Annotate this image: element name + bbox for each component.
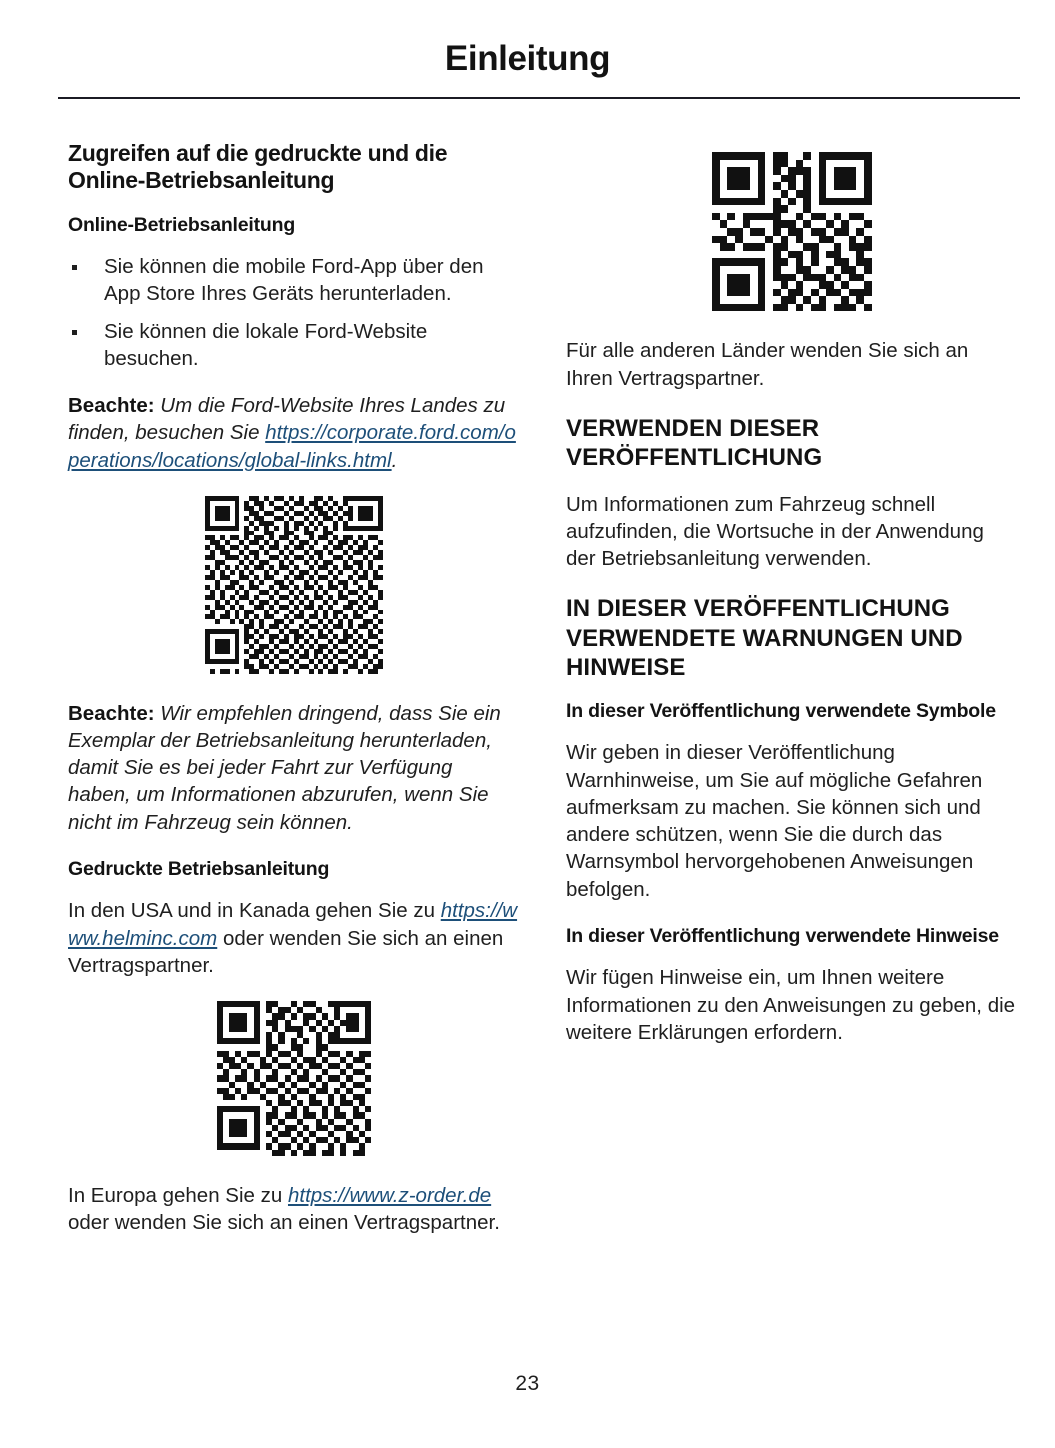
qr-code-z-order-wrapper — [566, 152, 1018, 311]
note-label: Beachte: — [68, 701, 155, 725]
paragraph-text: In den USA und in Kanada gehen Sie zu — [68, 899, 441, 923]
left-column — [68, 140, 520, 1258]
paragraph-text-end: oder wenden Sie sich an einen Vertragspartner. — [68, 926, 504, 977]
paragraph-text-end: oder wenden Sie sich an einen Vertragspartner. — [68, 1211, 500, 1235]
qr-code-global-links-wrapper — [68, 496, 520, 674]
page-number: 23 — [515, 1372, 540, 1395]
page-header — [0, 40, 1055, 79]
heading-access-manual: Zugreifen auf die gedruckte und die Online-Betriebsanleitung — [68, 140, 448, 193]
paragraph-europe — [68, 1182, 520, 1237]
note-download-recommendation — [68, 700, 520, 836]
note-find-local-website — [68, 392, 520, 474]
page-footer — [0, 1372, 1055, 1396]
link-ford-global-links[interactable]: https://corporate.ford.com/operations/locations/global-links.html — [68, 421, 516, 472]
heading-using-publication: VERWENDEN DIESER VERÖFFENTLICHUNG — [566, 414, 823, 472]
note-text: Um die Ford-Website Ihres Landes zu finden, besuchen Sie — [68, 394, 506, 445]
header-divider — [58, 97, 1020, 99]
qr-code-helminc-wrapper — [68, 1001, 520, 1156]
heading-warnings-and-notes: IN DIESER VERÖFFENTLICHUNG VERWENDETE WARNUNGEN UND HINWEISE — [566, 595, 963, 681]
subheading-symbols-used: In dieser Veröffentlichung verwendete Symbole — [566, 700, 996, 723]
paragraph-using-publication: Um Informationen zum Fahrzeug schnell aufzufinden, die Wortsuche in der Anwendung der Betriebsanleitung verwenden. — [566, 492, 984, 570]
page-title: Einleitung — [444, 39, 611, 78]
list-item: Sie können die lokale Ford-Website besuchen. — [68, 318, 520, 373]
subheading-online-manual: Online-Betriebsanleitung — [68, 213, 296, 236]
qr-code-ford-website-global-links — [205, 496, 383, 674]
paragraph-usa-canada — [68, 897, 520, 979]
qr-code-z-order — [712, 152, 872, 311]
paragraph-text: In Europa gehen Sie zu — [68, 1183, 288, 1207]
paragraph-other-countries: Für alle anderen Länder wenden Sie sich an Ihren Vertragspartner. — [566, 339, 969, 390]
online-manual-bullet-list — [68, 253, 520, 372]
subheading-printed-manual: Gedruckte Betriebsanleitung — [68, 857, 330, 880]
right-column — [566, 140, 1018, 1068]
note-text: Wir empfehlen dringend, dass Sie ein Exemplar der Betriebsanleitung herunterladen, damit Sie es bei jeder Fahrt zur Verfügung haben, um Informationen abzurufen, wenn Sie nicht im Fahrzeug sein können. — [68, 701, 501, 834]
paragraph-symbols-used: Wir geben in dieser Veröffentlichung Warnhinweise, um Sie auf mögliche Gefahren aufmerksam zu machen. Sie können sich und andere schützen, wenn Sie die durch das Warnsymbol hervorgehobenen Anweisungen befolgen. — [566, 741, 983, 901]
link-z-order[interactable]: https://www.z-order.de — [287, 1183, 492, 1207]
note-text-end: . — [391, 448, 398, 472]
paragraph-notes-used: Wir fügen Hinweise ein, um Ihnen weitere Informationen zu den Anweisungen zu geben, die weitere Erklärungen erfordern. — [566, 966, 1016, 1044]
qr-code-helminc — [217, 1001, 372, 1156]
subheading-notes-used: In dieser Veröffentlichung verwendete Hinweise — [566, 924, 999, 947]
list-item: Sie können die mobile Ford-App über den App Store Ihres Geräts herunterladen. — [68, 253, 520, 308]
link-helminc[interactable]: https://www.helminc.com — [68, 899, 518, 950]
note-label: Beachte: — [68, 394, 155, 418]
